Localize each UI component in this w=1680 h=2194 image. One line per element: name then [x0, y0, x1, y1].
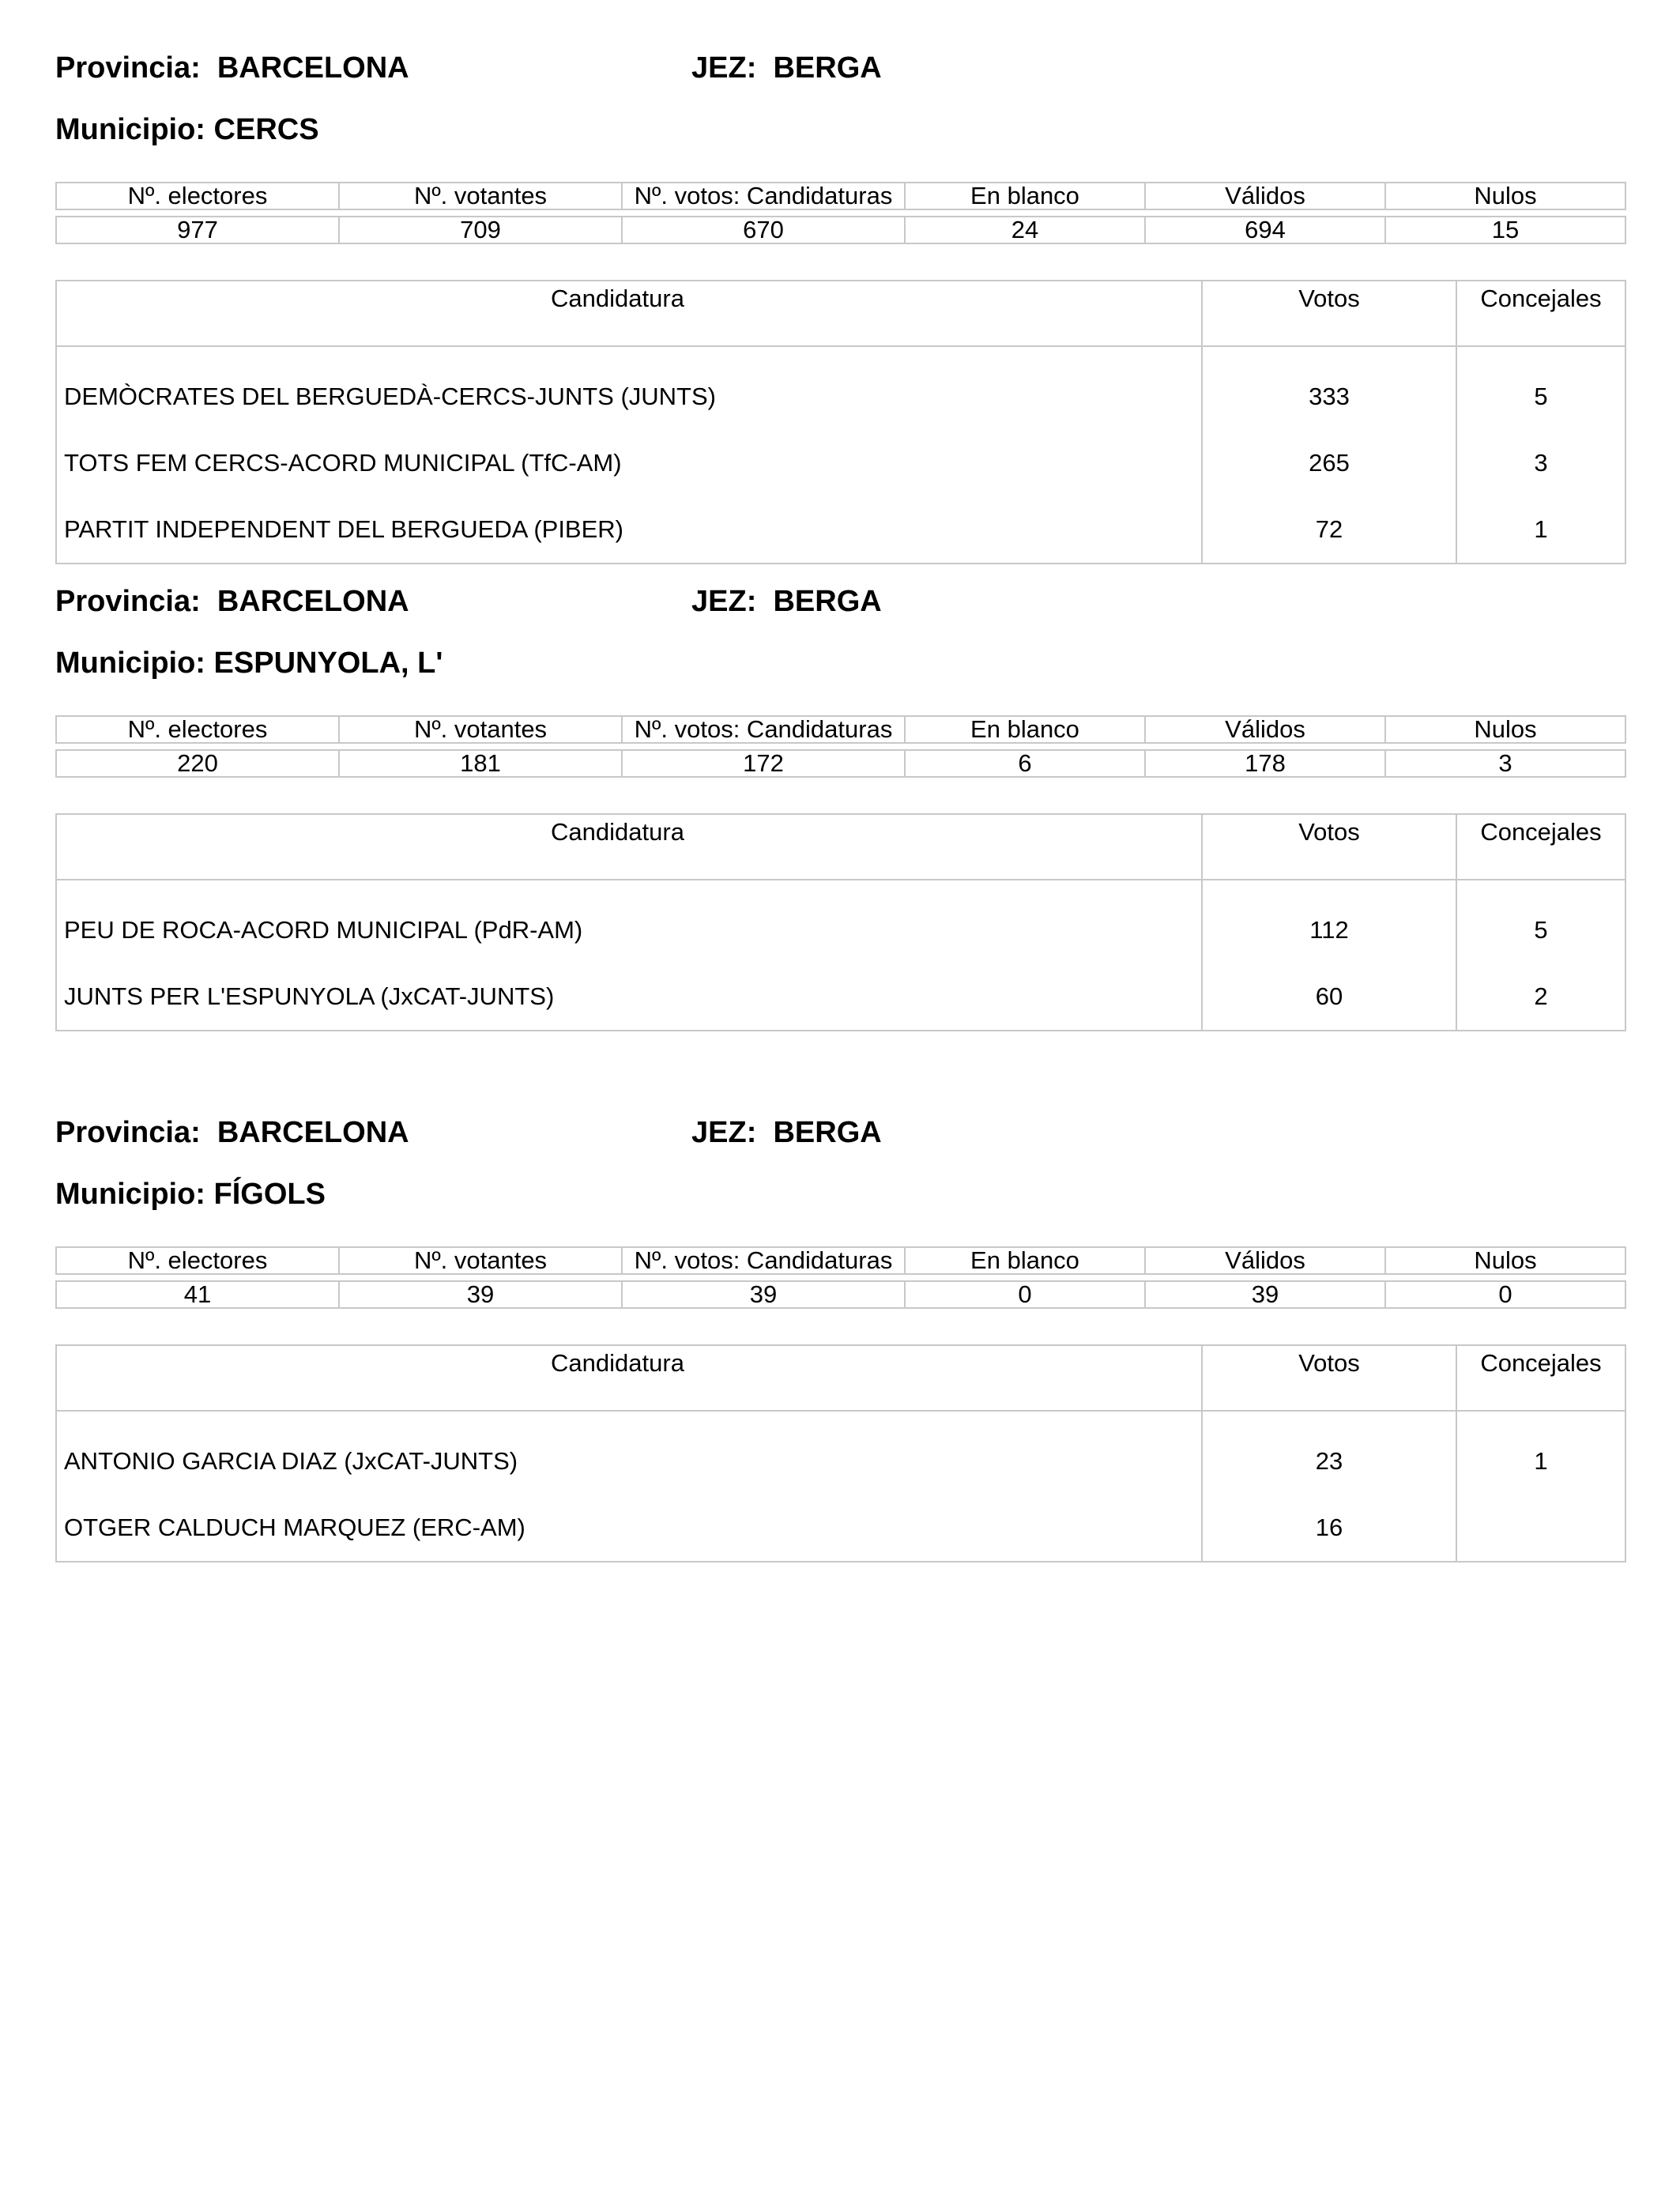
- header-concejales: Concejales: [1456, 814, 1625, 880]
- stats-header-electores: Nº. electores: [56, 1247, 339, 1274]
- stats-electores: 977: [56, 217, 339, 243]
- jez-value: BERGA: [773, 585, 882, 618]
- municipio-heading: [55, 113, 1625, 160]
- candidatura-name: ANTONIO GARCIA DIAZ (JxCAT-JUNTS): [56, 1411, 1202, 1495]
- stats-header-nulos: Nulos: [1385, 1247, 1625, 1274]
- stats-en-blanco: 6: [905, 750, 1145, 777]
- section-header: [55, 577, 1625, 632]
- stats-en-blanco: 0: [905, 1281, 1145, 1308]
- header-votos: Votos: [1202, 281, 1456, 346]
- stats-electores: 220: [56, 750, 339, 777]
- candidaturas-header-row: [56, 814, 1625, 880]
- stats-electores: 41: [56, 1281, 339, 1308]
- stats-header-row: [56, 716, 1625, 743]
- candidatura-concejales: 1: [1456, 496, 1625, 564]
- candidaturas-header-row: [56, 281, 1625, 346]
- provincia-label: Provincia:: [55, 51, 201, 85]
- stats-header-votos-candidaturas: Nº. votos: Candidaturas: [622, 1247, 905, 1274]
- provincia-value: BARCELONA: [217, 51, 409, 85]
- municipio-heading: [55, 1178, 1625, 1225]
- stats-header-nulos: Nulos: [1385, 716, 1625, 743]
- jez-value: BERGA: [773, 1116, 882, 1149]
- stats-header-validos: Válidos: [1145, 716, 1385, 743]
- candidaturas-table: [55, 280, 1626, 564]
- provincia-value: BARCELONA: [217, 585, 409, 618]
- stats-header-nulos: Nulos: [1385, 183, 1625, 209]
- stats-nulos: 3: [1385, 750, 1625, 777]
- candidatura-row: [56, 880, 1625, 963]
- candidatura-name: TOTS FEM CERCS-ACORD MUNICIPAL (TfC-AM): [56, 430, 1202, 496]
- stats-votantes: 181: [339, 750, 622, 777]
- stats-table: [55, 715, 1626, 778]
- municipio-value: CERCS: [213, 113, 319, 146]
- stats-header-electores: Nº. electores: [56, 716, 339, 743]
- candidatura-votos: 23: [1202, 1411, 1456, 1495]
- stats-votantes: 39: [339, 1281, 622, 1308]
- candidatura-row: [56, 963, 1625, 1031]
- candidaturas-table: [55, 813, 1626, 1031]
- header-candidatura: Candidatura: [56, 1345, 1202, 1411]
- provincia-heading: [55, 51, 409, 85]
- stats-header-votos-candidaturas: Nº. votos: Candidaturas: [622, 183, 905, 209]
- candidaturas-header-row: [56, 1345, 1625, 1411]
- stats-header-votantes: Nº. votantes: [339, 1247, 622, 1274]
- stats-header-en-blanco: En blanco: [905, 1247, 1145, 1274]
- stats-table: [55, 182, 1626, 244]
- provincia-value: BARCELONA: [217, 1116, 409, 1149]
- jez-heading: [691, 1116, 882, 1150]
- jez-label: JEZ:: [691, 585, 757, 618]
- candidatura-row: [56, 496, 1625, 564]
- candidatura-row: [56, 1495, 1625, 1562]
- header-votos: Votos: [1202, 814, 1456, 880]
- candidatura-votos: 112: [1202, 880, 1456, 963]
- stats-en-blanco: 24: [905, 217, 1145, 243]
- candidatura-votos: 333: [1202, 346, 1456, 430]
- municipio-label: Municipio:: [55, 113, 205, 146]
- municipio-label: Municipio:: [55, 647, 205, 680]
- stats-header-votos-candidaturas: Nº. votos: Candidaturas: [622, 716, 905, 743]
- stats-header-validos: Válidos: [1145, 1247, 1385, 1274]
- stats-validos: 39: [1145, 1281, 1385, 1308]
- candidatura-row: [56, 1411, 1625, 1495]
- section-header: [55, 43, 1625, 99]
- stats-nulos: 0: [1385, 1281, 1625, 1308]
- candidatura-concejales: 5: [1456, 880, 1625, 963]
- header-votos: Votos: [1202, 1345, 1456, 1411]
- provincia-label: Provincia:: [55, 585, 201, 618]
- stats-votantes: 709: [339, 217, 622, 243]
- candidatura-concejales: 1: [1456, 1411, 1625, 1495]
- jez-heading: [691, 585, 882, 619]
- jez-heading: [691, 51, 882, 85]
- candidatura-row: [56, 430, 1625, 496]
- stats-header-row: [56, 1247, 1625, 1274]
- municipio-heading: [55, 647, 1625, 694]
- header-concejales: Concejales: [1456, 1345, 1625, 1411]
- stats-header-electores: Nº. electores: [56, 183, 339, 209]
- candidaturas-table: [55, 1344, 1626, 1563]
- candidatura-name: PEU DE ROCA-ACORD MUNICIPAL (PdR-AM): [56, 880, 1202, 963]
- stats-header-validos: Válidos: [1145, 183, 1385, 209]
- candidatura-name: JUNTS PER L'ESPUNYOLA (JxCAT-JUNTS): [56, 963, 1202, 1031]
- jez-value: BERGA: [773, 51, 882, 85]
- candidatura-name: PARTIT INDEPENDENT DEL BERGUEDA (PIBER): [56, 496, 1202, 564]
- stats-header-row: [56, 183, 1625, 209]
- jez-label: JEZ:: [691, 1116, 757, 1149]
- stats-votos-candidaturas: 172: [622, 750, 905, 777]
- stats-votos-candidaturas: 39: [622, 1281, 905, 1308]
- candidatura-row: [56, 346, 1625, 430]
- stats-value-row: [56, 750, 1625, 777]
- candidatura-votos: 60: [1202, 963, 1456, 1031]
- provincia-heading: [55, 585, 409, 619]
- section-header: [55, 1108, 1625, 1163]
- municipio-section: [55, 1108, 1625, 1563]
- header-candidatura: Candidatura: [56, 281, 1202, 346]
- municipio-label: Municipio:: [55, 1178, 205, 1211]
- provincia-heading: [55, 1116, 409, 1150]
- municipio-value: ESPUNYOLA, L': [213, 647, 443, 680]
- provincia-label: Provincia:: [55, 1116, 201, 1149]
- stats-value-row: [56, 217, 1625, 243]
- municipio-value: FÍGOLS: [213, 1178, 326, 1211]
- stats-value-row: [56, 1281, 1625, 1308]
- candidatura-votos: 16: [1202, 1495, 1456, 1562]
- stats-nulos: 15: [1385, 217, 1625, 243]
- candidatura-concejales: 3: [1456, 430, 1625, 496]
- municipio-section: [55, 577, 1625, 1031]
- stats-header-votantes: Nº. votantes: [339, 716, 622, 743]
- candidatura-votos: 72: [1202, 496, 1456, 564]
- municipio-section: [55, 43, 1625, 564]
- header-concejales: Concejales: [1456, 281, 1625, 346]
- candidatura-votos: 265: [1202, 430, 1456, 496]
- candidatura-concejales: [1456, 1495, 1625, 1562]
- stats-validos: 178: [1145, 750, 1385, 777]
- stats-header-en-blanco: En blanco: [905, 183, 1145, 209]
- candidatura-name: OTGER CALDUCH MARQUEZ (ERC-AM): [56, 1495, 1202, 1562]
- jez-label: JEZ:: [691, 51, 757, 85]
- stats-header-en-blanco: En blanco: [905, 716, 1145, 743]
- header-candidatura: Candidatura: [56, 814, 1202, 880]
- stats-header-votantes: Nº. votantes: [339, 183, 622, 209]
- candidatura-concejales: 2: [1456, 963, 1625, 1031]
- stats-validos: 694: [1145, 217, 1385, 243]
- stats-votos-candidaturas: 670: [622, 217, 905, 243]
- candidatura-concejales: 5: [1456, 346, 1625, 430]
- stats-table: [55, 1246, 1626, 1309]
- candidatura-name: DEMÒCRATES DEL BERGUEDÀ-CERCS-JUNTS (JUNTS): [56, 346, 1202, 430]
